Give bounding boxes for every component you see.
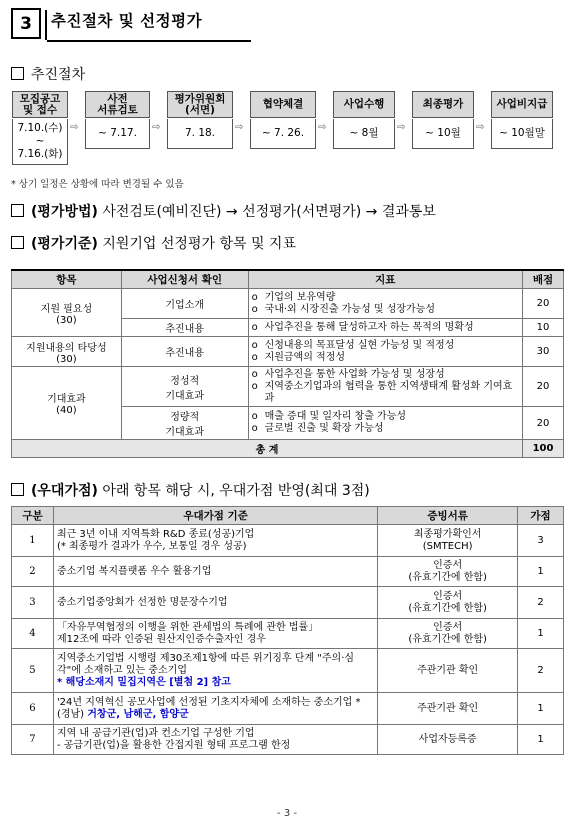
- table-row: [12, 525, 564, 557]
- step-date: ~ 10월말: [491, 119, 553, 149]
- step-title: 사전 서류검토: [85, 91, 150, 118]
- check-cell: 추진내용: [121, 319, 248, 337]
- table-row: [12, 289, 564, 319]
- step-date: ~ 7.17.: [85, 119, 150, 149]
- criteria-subtext: 제12조에 따라 인증된 원산지인증수출자인 경우: [56, 633, 266, 645]
- indicator-cell: [248, 319, 522, 337]
- arrow-right-icon: ⇨: [152, 122, 161, 133]
- document-cell: 인증서 (유효기간에 한함): [378, 557, 518, 587]
- row-number: 5: [12, 649, 54, 693]
- check-cell: 정성적 기대효과: [121, 367, 248, 407]
- table-row: [12, 725, 564, 755]
- step-title: 사업수행: [333, 91, 395, 118]
- criteria-text: 최근 3년 이내 지역특화 R&D 종료(성공)기업: [56, 528, 255, 540]
- row-number: 6: [12, 693, 54, 725]
- indicator-item: o 지역중소기업과의 협력을 통한 지역생태계 활성화 기여효과: [252, 381, 519, 405]
- page-number: - 3 -: [277, 808, 297, 819]
- criteria-cell: [53, 725, 377, 755]
- header-cell: 가점: [518, 507, 564, 525]
- section-number: 3: [11, 8, 41, 39]
- square-bullet-icon: [11, 483, 24, 496]
- row-number: 7: [12, 725, 54, 755]
- score-cell: 20: [523, 289, 564, 319]
- row-number: 4: [12, 619, 54, 649]
- section-title: 추진절차 및 선정평가: [51, 12, 203, 30]
- square-bullet-icon: [11, 236, 24, 249]
- table-row: [12, 619, 564, 649]
- row-number: 2: [12, 557, 54, 587]
- indicator-item: o 지원금액의 적정성: [252, 352, 519, 364]
- criteria-subtext: (* 최종평가 결과가 우수, 보통일 경우 성공): [56, 540, 247, 552]
- header-cell: 우대가점 기준: [53, 507, 377, 525]
- indicator-item: o 사업추진을 통해 달성하고자 하는 목적의 명확성: [252, 322, 519, 334]
- evaluation-table: [11, 269, 564, 458]
- points-cell: 2: [518, 649, 564, 693]
- schedule-note: * 상기 일정은 상황에 따라 변경될 수 있음: [11, 179, 184, 190]
- indicator-cell: [248, 289, 522, 319]
- table-row: [12, 693, 564, 725]
- table-header-row: [12, 507, 564, 525]
- points-cell: 1: [518, 619, 564, 649]
- indicator-item: o 글로벌 진출 및 확장 가능성: [252, 423, 519, 435]
- arrow-right-icon: ⇨: [397, 122, 406, 133]
- criteria-text: 중소기업중앙회가 선정한 명문장수기업: [56, 596, 228, 608]
- header-cell: 증빙서류: [378, 507, 518, 525]
- process-heading: 추진절차: [11, 64, 85, 84]
- criteria-cell: [53, 525, 377, 557]
- header-cell: 항목: [12, 270, 122, 289]
- score-cell: 10: [523, 319, 564, 337]
- indicator-item: o 국내·외 시장진출 가능성 및 성장가능성: [252, 304, 519, 316]
- table-row: [12, 337, 564, 367]
- criteria-text: 지역중소기업법 시행령 제30조제1항에 따른 위기징후 단계 "주의·심각"에 소재하고 있는 중소기업: [56, 652, 355, 676]
- check-cell: 기업소개: [121, 289, 248, 319]
- document-cell: 사업자등록증: [378, 725, 518, 755]
- indicator-item: o 사업추진을 통한 사업화 가능성 및 성장성: [252, 369, 519, 381]
- header-cell: 지표: [248, 270, 522, 289]
- region-highlight: 거창군, 남해군, 함양군: [87, 708, 189, 720]
- header-cell: 구분: [12, 507, 54, 525]
- item-cell: 지원내용의 타당성 (30): [12, 337, 122, 367]
- arrow-right-icon: ⇨: [70, 122, 79, 133]
- points-cell: 2: [518, 587, 564, 619]
- header-cell: 배점: [523, 270, 564, 289]
- criteria-cell: [53, 557, 377, 587]
- points-cell: 1: [518, 557, 564, 587]
- criteria-cell: [53, 619, 377, 649]
- bonus-table: [11, 506, 564, 755]
- step-date: ~ 10월: [412, 119, 474, 149]
- step-title: 협약체결: [250, 91, 316, 118]
- points-cell: 1: [518, 725, 564, 755]
- score-cell: 30: [523, 337, 564, 367]
- item-cell: 지원 필요성 (30): [12, 289, 122, 337]
- total-label: 총 계: [12, 440, 523, 458]
- section-header: [11, 8, 251, 40]
- document-cell: 인증서 (유효기간에 한함): [378, 619, 518, 649]
- document-cell: 인증서 (유효기간에 한함): [378, 587, 518, 619]
- criteria-text: 「자유무역협정의 이행을 위한 관세법의 특례에 관한 법률」: [56, 621, 319, 633]
- criteria-cell: [53, 649, 377, 693]
- total-score: 100: [523, 440, 564, 458]
- total-row: [12, 440, 564, 458]
- bonus-heading: (우대가점) 아래 항목 해당 시, 우대가점 반영(최대 3점): [11, 480, 370, 500]
- arrow-right-icon: ⇨: [318, 122, 327, 133]
- step-title: 사업비지급: [491, 91, 553, 118]
- score-cell: 20: [523, 367, 564, 407]
- header-cell: 사업신청서 확인: [121, 270, 248, 289]
- indicator-item: o 신청내용의 목표달성 실현 가능성 및 적정성: [252, 340, 519, 352]
- step-date: 7.10.(수) ~ 7.16.(화): [12, 119, 68, 165]
- step-date: ~ 7. 26.: [250, 119, 316, 149]
- document-cell: 주관기관 확인: [378, 693, 518, 725]
- criteria-text: '24년 지역혁신 공모사업에 선정된 기초지자체에 소재하는 중소기업 * (경남): [56, 696, 361, 720]
- step-title: 최종평가: [412, 91, 474, 118]
- criteria-text: 지역 내 공급기관(업)과 컨소기업 구성한 기업: [56, 727, 255, 739]
- item-cell: 기대효과 (40): [12, 367, 122, 440]
- indicator-cell: [248, 407, 522, 440]
- row-number: 1: [12, 525, 54, 557]
- table-row: [12, 557, 564, 587]
- appendix-note: * 해당소재지 밀집지역은 [별첨 2] 참고: [56, 676, 231, 688]
- criteria-heading: (평가기준) 지원기업 선정평가 항목 및 지표: [11, 233, 296, 253]
- points-cell: 1: [518, 693, 564, 725]
- criteria-cell: [53, 693, 377, 725]
- indicator-cell: [248, 337, 522, 367]
- step-date: ~ 8월: [333, 119, 395, 149]
- section-divider: [45, 10, 47, 40]
- section-underline: [47, 40, 251, 42]
- method-heading: (평가방법) 사전검토(예비진단) → 선정평가(서면평가) → 결과통보: [11, 201, 436, 221]
- criteria-subtext: - 공급기관(업)을 활용한 간접지원 형태 프로그램 한정: [56, 739, 291, 751]
- step-date: 7. 18.: [167, 119, 233, 149]
- criteria-cell: [53, 587, 377, 619]
- table-row: [12, 649, 564, 693]
- check-cell: 정량적 기대효과: [121, 407, 248, 440]
- square-bullet-icon: [11, 204, 24, 217]
- arrow-right-icon: ⇨: [235, 122, 244, 133]
- step-title: 모집공고 및 접수: [12, 91, 68, 118]
- step-title: 평가위원회 (서면): [167, 91, 233, 118]
- process-flow: [12, 91, 568, 167]
- indicator-item: o 기업의 보유역량: [252, 292, 519, 304]
- document-cell: 최종평가확인서 (SMTECH): [378, 525, 518, 557]
- document-cell: 주관기관 확인: [378, 649, 518, 693]
- points-cell: 3: [518, 525, 564, 557]
- indicator-item: o 매출 증대 및 일자리 창출 가능성: [252, 411, 519, 423]
- indicator-cell: [248, 367, 522, 407]
- arrow-right-icon: ⇨: [476, 122, 485, 133]
- row-number: 3: [12, 587, 54, 619]
- criteria-text: 중소기업 복지플랫폼 우수 활용기업: [56, 565, 212, 577]
- table-header-row: [12, 270, 564, 289]
- check-cell: 추진내용: [121, 337, 248, 367]
- square-bullet-icon: [11, 67, 24, 80]
- score-cell: 20: [523, 407, 564, 440]
- table-row: [12, 367, 564, 407]
- table-row: [12, 587, 564, 619]
